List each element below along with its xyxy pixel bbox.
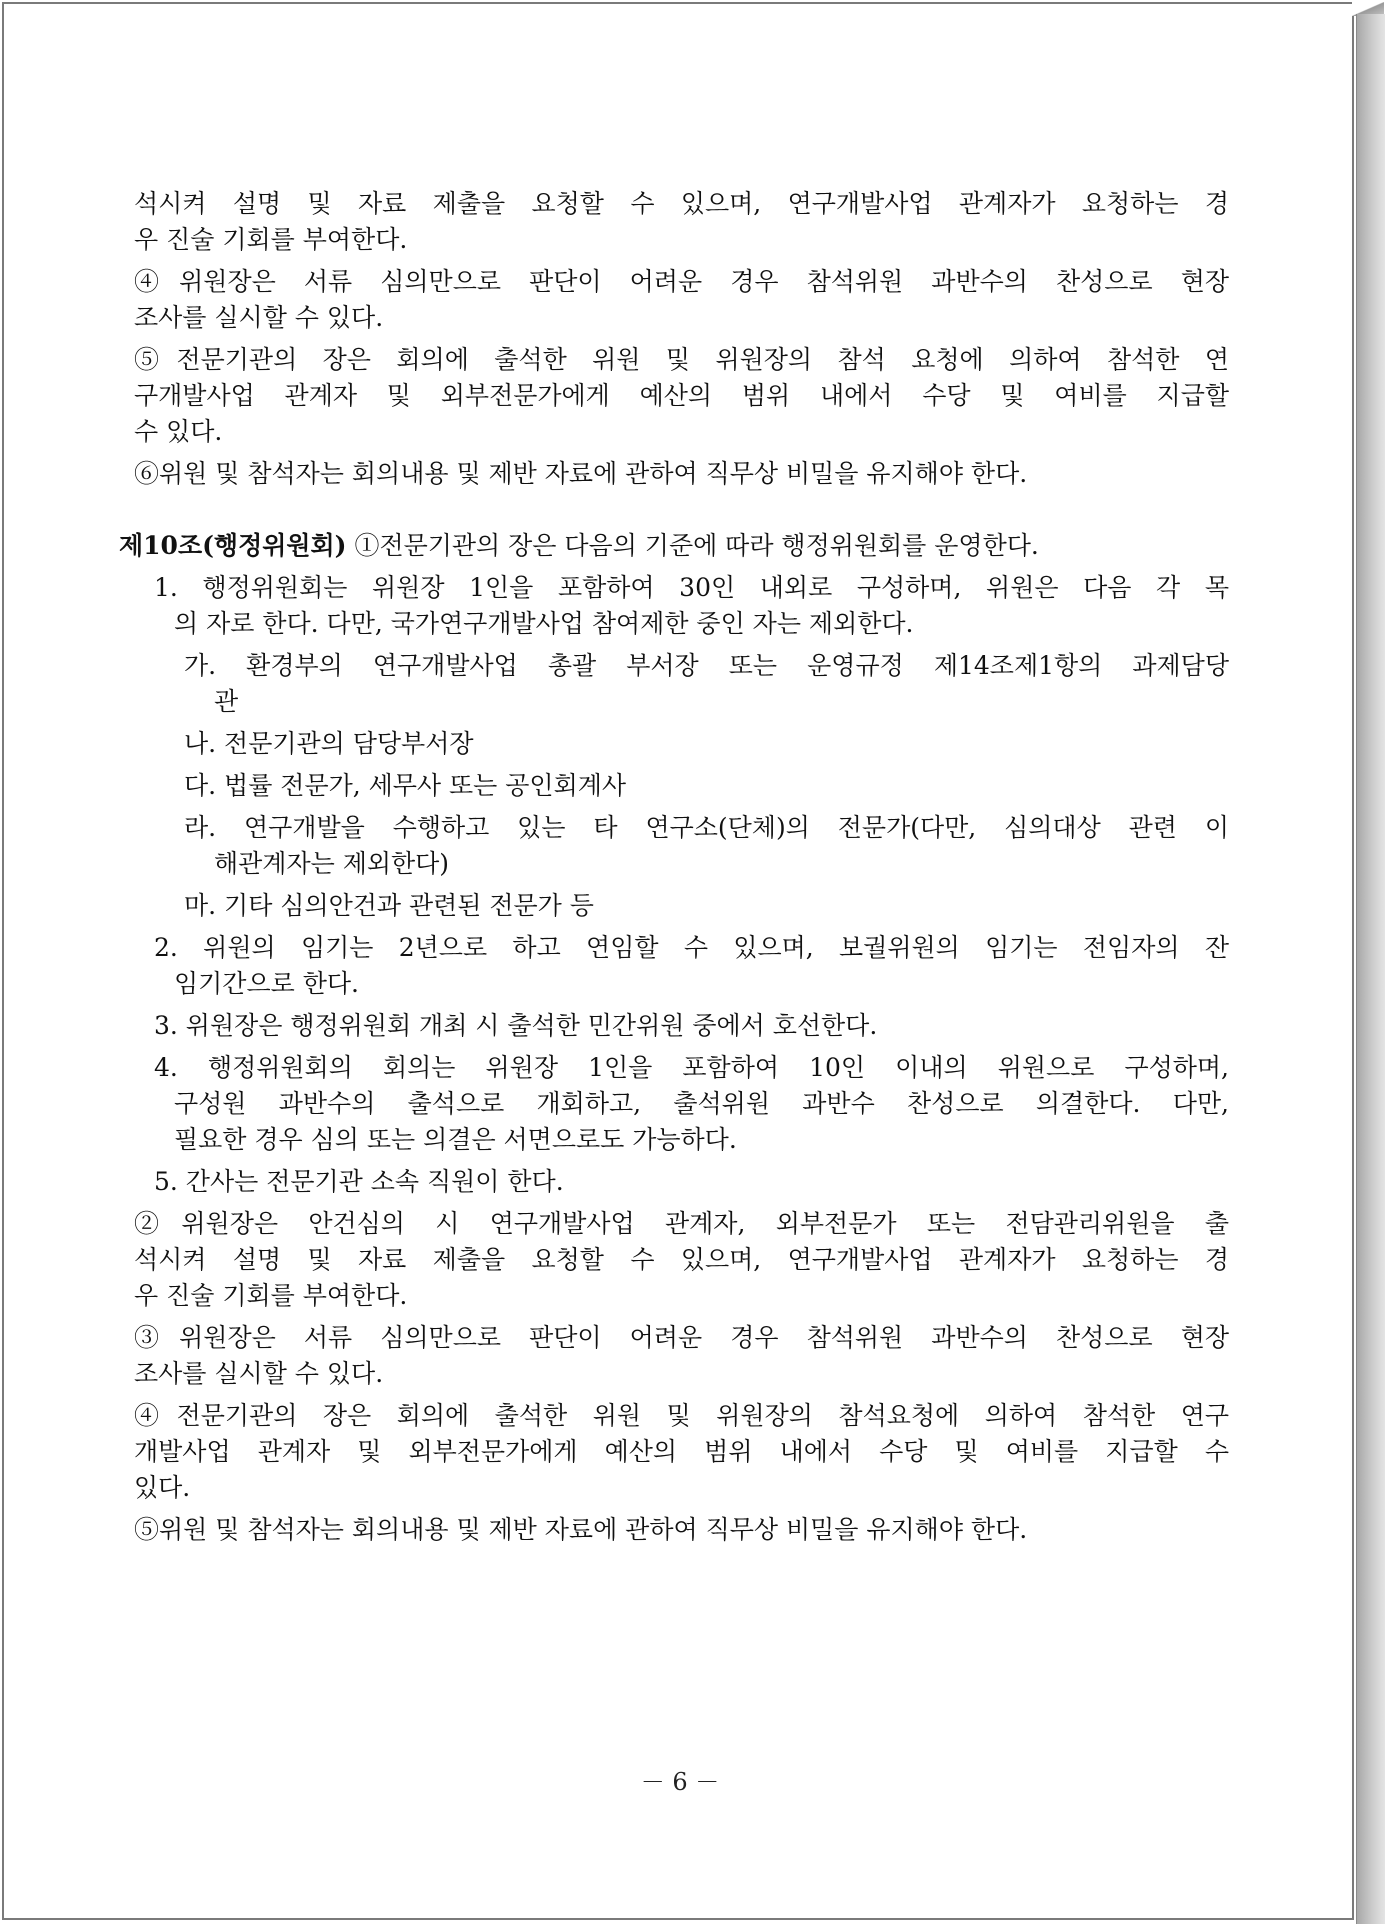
sub-item: 마. 기타 심의안건과 관련된 전문가 등: [184, 891, 594, 920]
page-number: － 6 －: [640, 1768, 720, 1796]
sub-item: 가. 환경부의 연구개발사업 총괄 부서장 또는 운영규정 제14조제1항의 과제담당: [184, 651, 1229, 680]
sub-item: 라. 연구개발을 수행하고 있는 타 연구소(단체)의 전문가(다만, 심의대상 관련 이: [184, 813, 1229, 842]
text-line: ⑥위원 및 참석자는 회의내용 및 제반 자료에 관하여 직무상 비밀을 유지해야 한다.: [134, 459, 1028, 488]
text-line: 구개발사업 관계자 및 외부전문가에게 예산의 범위 내에서 수당 및 여비를 지급할: [134, 381, 1229, 410]
text-line: 조사를 실시할 수 있다.: [134, 1359, 384, 1388]
text-line: 우 진술 기회를 부여한다.: [134, 225, 408, 254]
text-line: 석시켜 설명 및 자료 제출을 요청할 수 있으며, 연구개발사업 관계자가 요청하는 경: [134, 1245, 1229, 1274]
page-stack-edge: [1356, 14, 1385, 1924]
sub-item: 다. 법률 전문가, 세무사 또는 공인회계사: [184, 771, 627, 800]
text-line: 수 있다.: [134, 417, 223, 446]
text-line: 우 진술 기회를 부여한다.: [134, 1281, 408, 1310]
sub-item: 나. 전문기관의 담당부서장: [184, 729, 474, 758]
text-line: 석시켜 설명 및 자료 제출을 요청할 수 있으며, 연구개발사업 관계자가 요청하는 경: [134, 189, 1229, 218]
text-line: ⑤위원 및 참석자는 회의내용 및 제반 자료에 관하여 직무상 비밀을 유지해야 한다.: [134, 1515, 1028, 1544]
text-line: ④전문기관의 장은 회의에 출석한 위원 및 위원장의 참석요청에 의하여 참석한 연구: [134, 1401, 1229, 1430]
list-item: 2. 위원의 임기는 2년으로 하고 연임할 수 있으며, 보궐위원의 임기는 전임자의 잔: [154, 933, 1229, 962]
text-line: ②위원장은 안건심의 시 연구개발사업 관계자, 외부전문가 또는 전담관리위원을 출: [134, 1209, 1229, 1238]
list-item: 4. 행정위원회의 회의는 위원장 1인을 포함하여 10인 이내의 위원으로 구성하며,: [154, 1053, 1229, 1082]
list-item: 3. 위원장은 행정위원회 개최 시 출석한 민간위원 중에서 호선한다.: [154, 1011, 878, 1040]
list-item-cont: 임기간으로 한다.: [174, 969, 359, 998]
text-line: ⑤전문기관의 장은 회의에 출석한 위원 및 위원장의 참석 요청에 의하여 참석한 연: [134, 345, 1229, 374]
article-heading: 제10조(행정위원회): [119, 531, 347, 560]
list-item-cont: 의 자로 한다. 다만, 국가연구개발사업 참여제한 중인 자는 제외한다.: [174, 609, 914, 638]
text-line: 개발사업 관계자 및 외부전문가에게 예산의 범위 내에서 수당 및 여비를 지급할 수: [134, 1437, 1229, 1466]
text-line: 있다.: [134, 1473, 191, 1502]
text-line: ④위원장은 서류 심의만으로 판단이 어려운 경우 참석위원 과반수의 찬성으로 현장: [134, 267, 1229, 296]
article-intro: ①전문기관의 장은 다음의 기준에 따라 행정위원회를 운영한다.: [346, 531, 1039, 560]
list-item-cont: 필요한 경우 심의 또는 의결은 서면으로도 가능하다.: [174, 1125, 737, 1154]
sub-item-cont: 해관계자는 제외한다): [214, 849, 450, 878]
document-page: [2, 2, 1354, 1920]
sub-item-cont: 관: [214, 687, 239, 716]
list-item: 1. 행정위원회는 위원장 1인을 포함하여 30인 내외로 구성하며, 위원은 다음 각 목: [154, 573, 1229, 602]
text-line: 조사를 실시할 수 있다.: [134, 303, 384, 332]
list-item-cont: 구성원 과반수의 출석으로 개회하고, 출석위원 과반수 찬성으로 의결한다. 다만,: [174, 1089, 1229, 1118]
list-item: 5. 간사는 전문기관 소속 직원이 한다.: [154, 1167, 564, 1196]
article-10-heading-line: [119, 524, 1039, 568]
text-line: ③위원장은 서류 심의만으로 판단이 어려운 경우 참석위원 과반수의 찬성으로 현장: [134, 1323, 1229, 1352]
